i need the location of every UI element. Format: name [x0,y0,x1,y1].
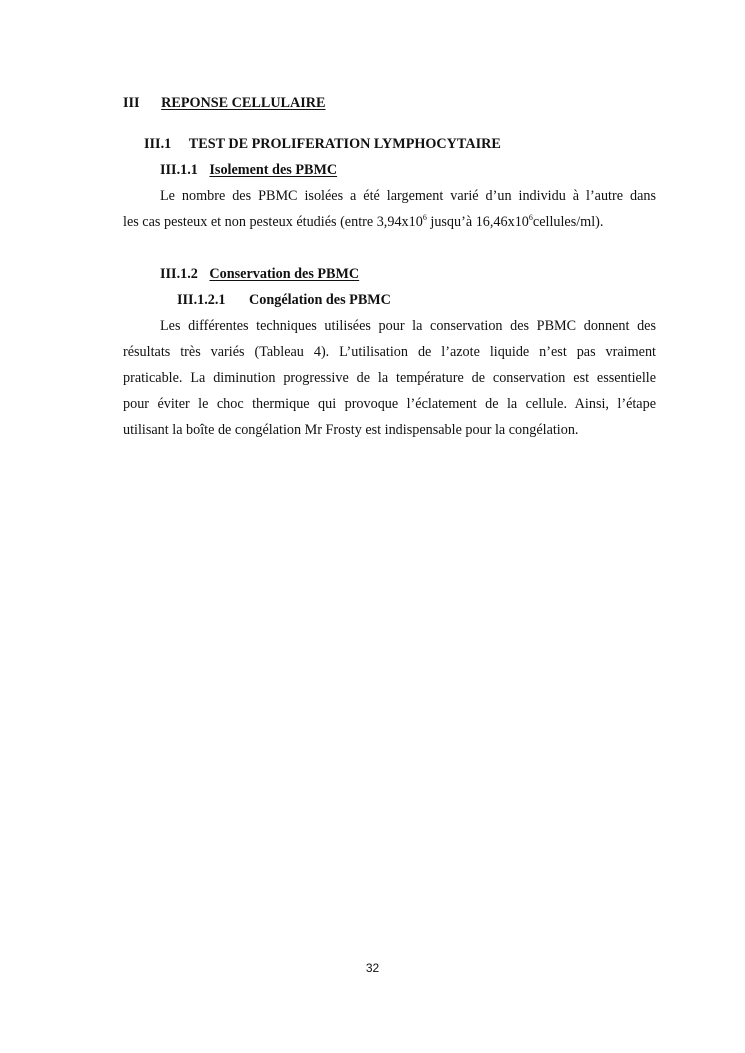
sub21-paragraph-line-4: pour éviter le choc thermique qui provoque l’éclatement de la cellule. Ainsi, l’étape [123,396,656,412]
subsection-heading [144,135,501,153]
sub1-paragraph-line-1: Le nombre des PBMC isolées a été largement varié d’un individu à l’autre dans [160,188,656,204]
sub2-number: III.1.2 [160,266,198,282]
sub21-heading [177,291,391,309]
sub21-number: III.1.2.1 [177,292,226,308]
sub21-paragraph-line-1: Les différentes techniques utilisées pour la conservation des PBMC donnent des [160,318,656,334]
section-number: III [123,95,140,111]
section-title: REPONSE CELLULAIRE [161,95,326,111]
sub2-title: Conservation des PBMC [209,266,360,282]
sub1-number: III.1.1 [160,162,198,178]
sub1-title: Isolement des PBMC [209,162,338,178]
sub1-paragraph-line-2: les cas pesteux et non pesteux étudiés (entre $3,94x10^6$ jusqu’à $16,46x10^6cellules/ml$). [123,213,604,230]
sub21-paragraph-line-2: résultats très variés (Tableau 4). L’utilisation de l’azote liquide n’est pas vraiment [123,344,656,360]
sub1-heading [160,161,337,179]
subsection-title: TEST DE PROLIFERATION LYMPHOCYTAIRE [188,136,501,152]
sub21-paragraph-line-3: praticable. La diminution progressive de la température de conservation est essentielle [123,370,656,386]
sub21-title: Congélation des PBMC [249,292,391,308]
sub21-paragraph-line-5: utilisant la boîte de congélation Mr Frosty est indispensable pour la congélation. [123,422,579,438]
sub2-heading [160,265,359,283]
section-heading [123,94,326,112]
subsection-number: III.1 [144,136,172,152]
page-number: 32 [365,961,380,975]
